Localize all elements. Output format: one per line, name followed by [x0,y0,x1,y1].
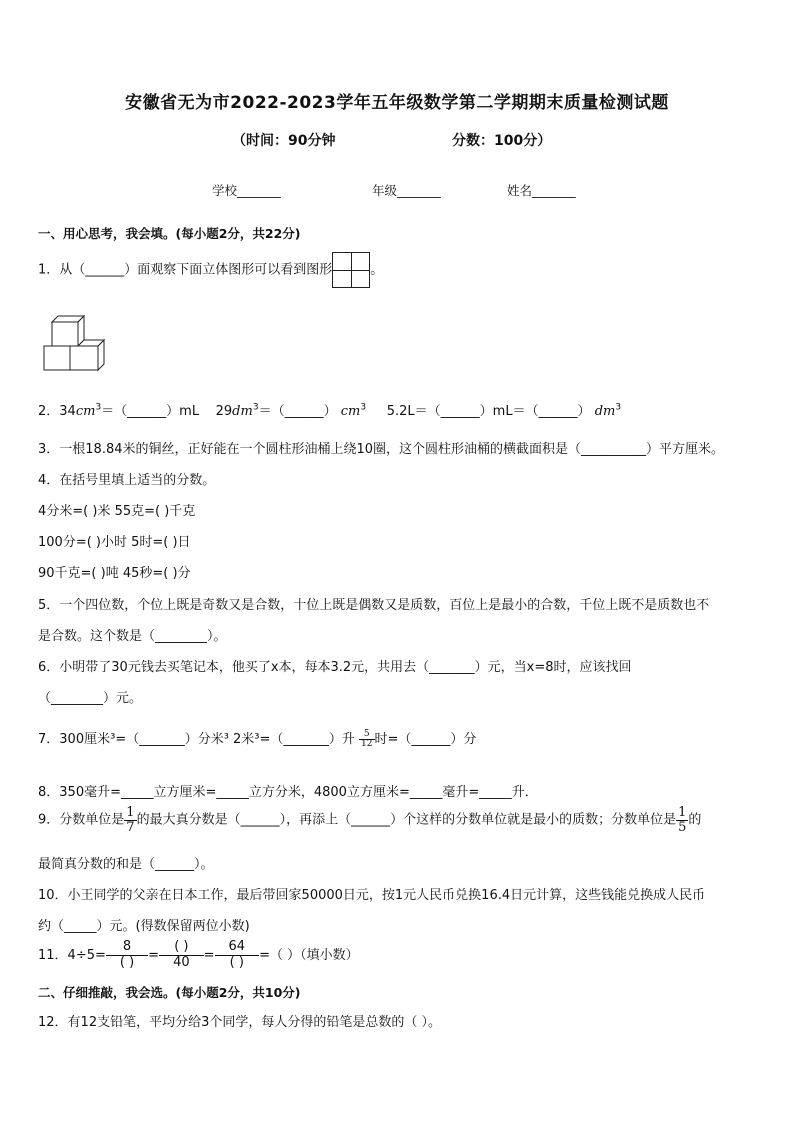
q9-fraction-2-den: 5 [678,819,687,835]
section-2-heading: 二、仔细推敲，我会选。(每小题2分，共10分) [38,985,301,1000]
q11-fraction-1-den: ( ) [119,954,135,970]
q2-exp: 3 [95,402,102,413]
q11-fraction-1-num: 8 [106,940,148,956]
question-4: 4．在括号里填上适当的分数。 [38,473,216,488]
question-7 [38,728,476,749]
q11-text-b: =（ ）（填小数） [259,947,359,963]
stacked-cubes-figure [40,312,110,376]
question-6-line-2: （________）元。 [38,691,143,706]
question-1-end: 。 [370,262,384,278]
q2-exp: 3 [252,402,259,413]
q2-unit-cm: cm [75,404,96,419]
question-5-line-2: 是合数。这个数是（________）。 [38,629,227,644]
question-1 [38,252,383,288]
question-4-line-2: 100分=( )小时 5时=( )日 [38,535,191,550]
q9-fraction-1 [124,806,136,834]
q9-fraction-1-den: 7 [126,819,135,835]
q7-text-a: 7．300厘米³=（_______）分米³ 2米³=（_______）升 [38,732,360,747]
q9-fraction-1-num: 1 [126,805,135,820]
question-12: 12．有12支铅笔，平均分给3个同学，每人分得的铅笔是总数的（ ）。 [38,1015,441,1030]
q2-unit-cm: cm [340,404,361,419]
q2-text-c: 29 [215,404,233,419]
q2-exp: 3 [615,402,622,413]
question-11 [38,940,359,971]
q2-exp: 3 [360,402,367,413]
section-1-heading: 一、用心思考，我会填。(每小题2分，共22分) [38,226,301,241]
q11-fraction-3-den: ( ) [229,954,244,970]
q11-fraction-2 [159,940,204,971]
q9-fraction-2-num: 1 [678,805,687,820]
question-4-line-1: 4分米=( )米 55克=( )千克 [38,504,196,519]
school-field: 学校_______ [212,183,281,198]
exam-score: 分数：100分） [452,133,552,149]
q7-text-b: 时=（______）分 [374,732,477,747]
q11-fraction-3-num: 64 [215,940,260,956]
q7-fraction-num: 5 [359,730,374,740]
q7-fraction-den: 12 [361,739,373,749]
q2-unit-dm: dm [594,404,616,419]
q7-fraction [359,730,374,750]
q11-fraction-2-den: 40 [173,954,190,970]
q9-fraction-2 [676,806,688,834]
question-3: 3．一根18.84米的铜丝，正好能在一个圆柱形油桶上绕10圈，这个圆柱形油桶的横截面积是（__________）平方厘米。 [38,442,725,457]
name-field: 姓名_______ [507,183,576,198]
question-2 [38,400,621,419]
grade-field: 年级_______ [372,183,441,198]
q2-text-e: 5.2L＝（______）mL＝（______） [386,404,591,419]
q9-text-c: 的 [688,812,702,828]
q2-text-b: ＝（______）mL [101,404,200,419]
q2-text-d: ＝（______） [258,404,337,419]
question-9-line-2: 最简真分数的和是（______）。 [38,857,214,872]
q2-text-a: 2．34 [38,404,76,419]
question-10-line-2: 约（_____）元。(得数保留两位小数) [38,919,250,934]
q9-text-b: 的最大真分数是（______），再添上（______）个这样的分数单位就是最小的质数；分数单位是 [136,812,677,828]
grid-figure-icon [332,252,370,288]
question-10-line-1: 10．小王同学的父亲在日本工作，最后带回家50000日元，按1元人民币兑换16.4日元计算，这些钱能兑换成人民币 [38,888,706,903]
q11-fraction-2-num: ( ) [159,940,204,956]
question-6-line-1: 6．小明带了30元钱去买笔记本，他买了x本，每本3.2元，共用去（_______）元，当x=8时，应该找回 [38,660,632,675]
question-1-text: 1．从（______）面观察下面立体图形可以看到图形 [38,262,333,278]
q11-equals: = [148,947,160,963]
q9-text-a: 9．分数单位是 [38,812,125,828]
question-5-line-1: 5．一个四位数，个位上既是奇数又是合数，十位上既是偶数又是质数，百位上是最小的合数，千位上既不是质数也不 [38,598,710,613]
page-title: 安徽省无为市2022-2023学年五年级数学第二学期期末质量检测试题 [125,93,669,113]
q11-equals: = [203,947,215,963]
q2-unit-dm: dm [232,404,253,419]
question-4-line-3: 90千克=( )吨 45秒=( )分 [38,566,191,581]
exam-time: （时间：90分钟 [232,133,336,149]
question-9-line-1 [38,806,701,834]
question-8: 8．350毫升=_____立方厘米=_____立方分米，4800立方厘米=_____毫升=_____升． [38,785,538,800]
q11-fraction-3 [215,940,260,971]
q11-fraction-1 [106,940,148,971]
q11-text-a: 11．4÷5= [38,947,106,963]
